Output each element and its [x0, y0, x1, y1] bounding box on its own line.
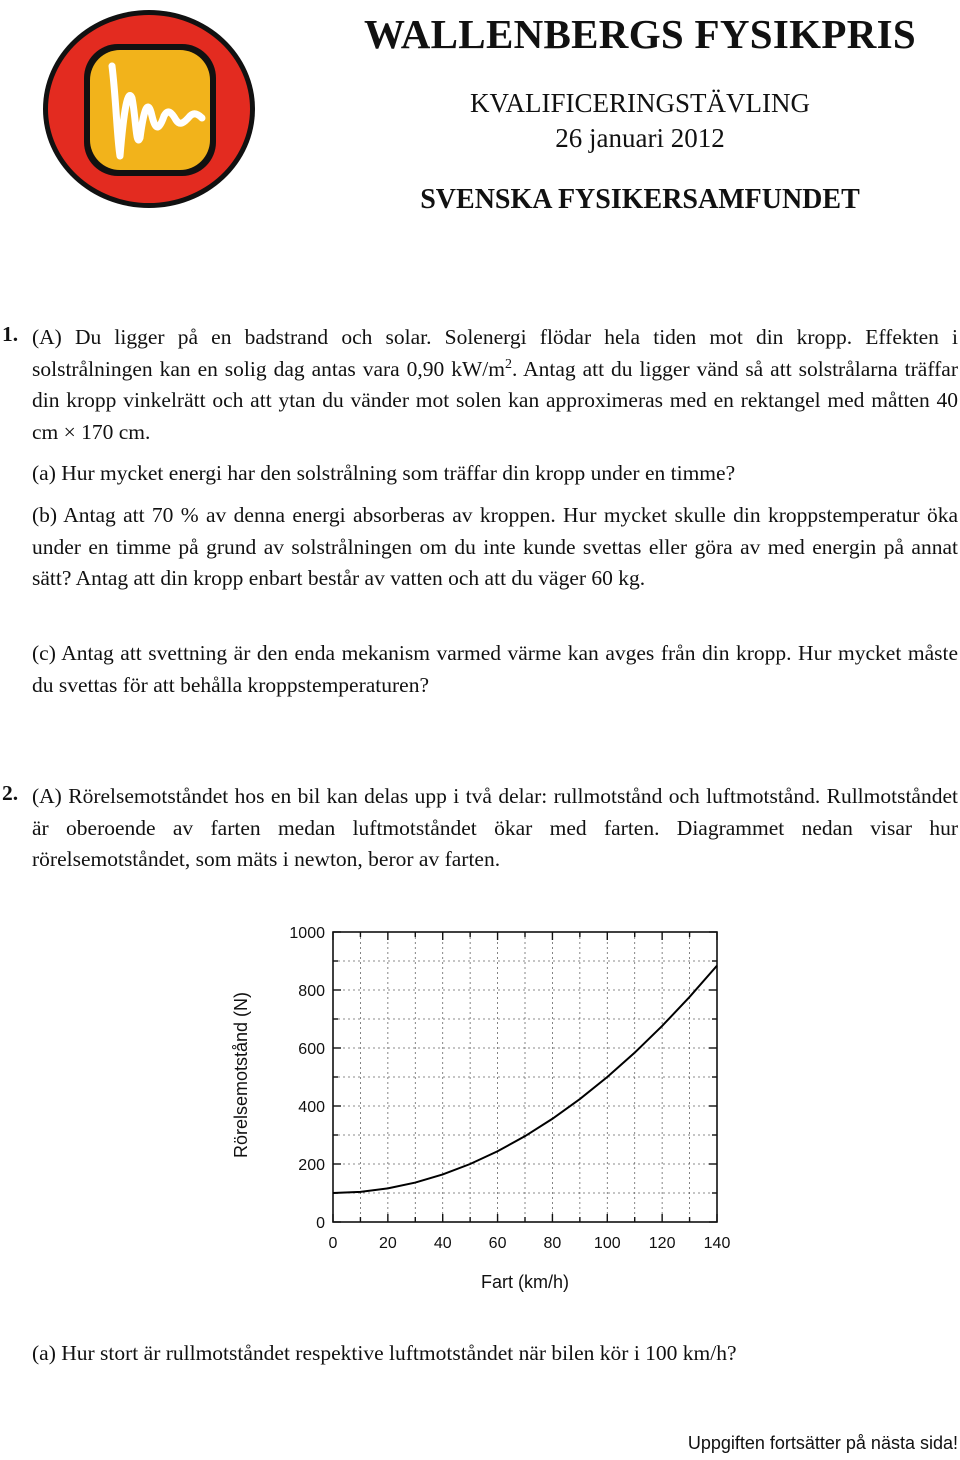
competition-subtitle: KVALIFICERINGSTÄVLING	[470, 88, 810, 118]
y-axis-label: Rörelsemotstånd (N)	[231, 991, 251, 1159]
question-1-intro: (A) Du ligger på en badstrand och solar. Solenergi flödar hela tiden mot din kropp. Effekten i solstrålningen kan en solig dag antas vara 0,90 $kW/m^2$. Antag att du ligger vänd så att solstrålarna träffar din kropp vinkelrätt och att ytan du vänder mot solen kan approximeras med en rektangel med måtten 40 cm × 170 cm.	[32, 325, 958, 444]
y-tick-label: 0	[316, 1215, 325, 1232]
continuation-note: Uppgiften fortsätter på nästa sida!	[687, 1433, 958, 1453]
x-tick-label: 20	[378, 1235, 397, 1252]
y-tick-label: 400	[298, 1099, 325, 1116]
wave-logo-icon	[40, 8, 258, 210]
question-1-number: 1.	[2, 322, 19, 346]
y-tick-label: 200	[298, 1157, 325, 1174]
question-1-part-c: (c) Antag att svettning är den enda mekanism varmed värme kan avges från din kropp. Hur mycket måste du svettas för att behålla kroppstemperaturen?	[32, 641, 958, 697]
x-tick-label: 100	[593, 1235, 621, 1252]
question-2-intro: (A) Rörelsemotståndet hos en bil kan delas upp i två delar: rullmotstånd och luftmotstånd. Rullmotståndet är oberoende av farten medan luftmotståndet ökar med farten. Diagrammet nedan visar hur rörelsemotståndet, som mäts i newton, beror av farten.	[32, 784, 958, 871]
x-axis-label: Fart (km/h)	[481, 1272, 569, 1292]
x-tick-label: 0	[328, 1235, 338, 1252]
x-tick-label: 140	[703, 1235, 731, 1252]
question-1-part-b: (b) Antag att 70 % av denna energi absorberas av kroppen. Hur mycket skulle din kroppstemperatur öka under en timme på grund av solstrålningen om du inte kunde svettas eller göra av med energin på annat sätt? Antag att din kropp enbart består av vatten och att du väger 60 kg.	[32, 503, 958, 590]
competition-date: 26 januari 2012	[555, 123, 725, 153]
question-2-number: 2.	[2, 781, 19, 805]
question-1-part-a: (a) Hur mycket energi har den solstrålning som träffar din kropp under en timme?	[32, 461, 736, 485]
resistance-chart	[200, 900, 760, 1300]
page-title: WALLENBERGS FYSIKPRIS	[364, 11, 916, 57]
question-2-part-a: (a) Hur stort är rullmotståndet respektive luftmotståndet när bilen kör i 100 km/h?	[32, 1341, 737, 1365]
x-tick-label: 40	[433, 1235, 452, 1252]
x-tick-label: 120	[648, 1235, 676, 1252]
x-tick-label: 80	[543, 1235, 562, 1252]
x-tick-label: 60	[488, 1235, 507, 1252]
y-tick-label: 600	[298, 1041, 325, 1058]
y-tick-label: 800	[298, 983, 325, 1000]
organization-name: SVENSKA FYSIKERSAMFUNDET	[420, 184, 860, 215]
y-tick-label: 1000	[289, 925, 325, 942]
